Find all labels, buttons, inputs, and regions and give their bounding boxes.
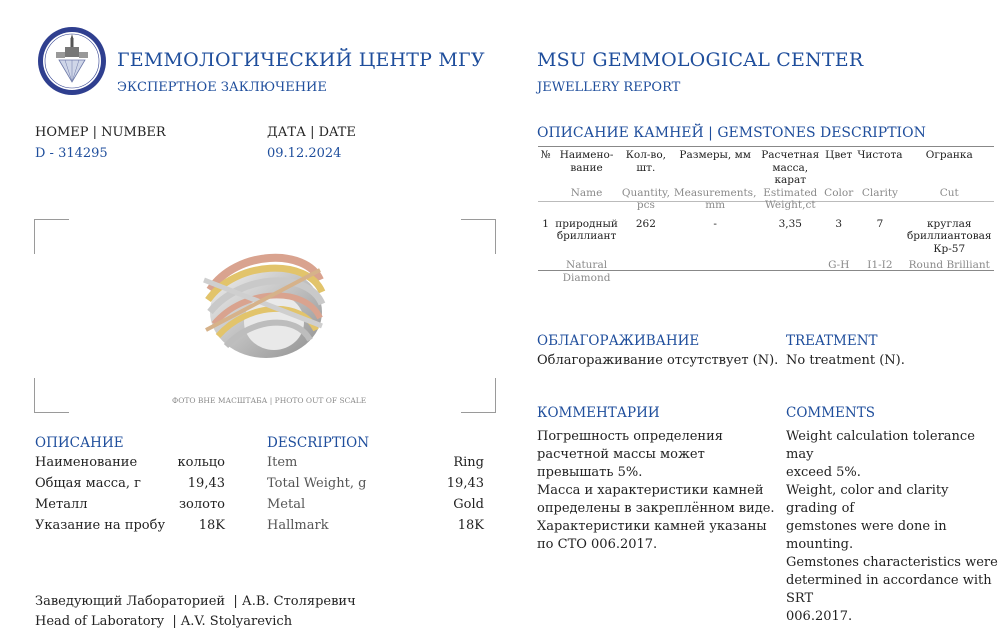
description-ru-heading: ОПИСАНИЕ <box>35 435 124 451</box>
date-value: 09.12.2024 <box>267 146 342 161</box>
table-row-en <box>538 259 994 284</box>
comment-line: determined in accordance with SRT <box>786 573 992 606</box>
col-header: Наимено-вание <box>559 149 614 174</box>
col-header-en: Measurements, mm <box>673 186 757 211</box>
description-en-heading: DESCRIPTION <box>267 435 370 451</box>
description-ru-list <box>35 455 225 539</box>
comment-line: Погрешность определения <box>537 429 723 444</box>
title-ru: ГЕММОЛОГИЧЕСКИЙ ЦЕНТР МГУ <box>117 49 485 71</box>
description-en-row <box>267 476 484 497</box>
frame-corner-bottom-left <box>34 378 69 413</box>
cell: - <box>713 217 717 230</box>
description-ru-row <box>35 476 225 497</box>
description-en-row <box>267 455 484 476</box>
description-ru-row <box>35 497 225 518</box>
description-en-list <box>267 455 484 539</box>
subtitle-en: JEWELLERY REPORT <box>537 80 681 95</box>
cell: 1 <box>542 217 549 230</box>
cell: 3,35 <box>778 217 802 230</box>
col-header: Размеры, мм <box>679 149 751 161</box>
col-header-en: Quantity, pcs <box>621 186 670 211</box>
row-value: Gold <box>453 497 484 512</box>
cell: природный бриллиант <box>555 217 618 242</box>
cell-en: Natural Diamond <box>562 259 611 284</box>
comments-en-heading: COMMENTS <box>786 405 875 421</box>
row-label: Указание на пробу <box>35 518 166 533</box>
row-value: 18K <box>457 518 484 533</box>
table-header-en <box>538 187 994 212</box>
description-en-row <box>267 518 484 539</box>
comment-line: Weight calculation tolerance may <box>786 429 975 462</box>
cell-en <box>672 259 759 284</box>
comment-line: Характеристики камней указаны <box>537 519 767 534</box>
row-value: 18K <box>198 518 225 533</box>
comment-line: Масса и характеристики камней <box>537 483 764 498</box>
row-value: 19,43 <box>187 476 225 491</box>
row-value: золото <box>178 497 225 512</box>
frame-corner-top-left <box>34 219 69 254</box>
comments-en-body <box>786 428 998 626</box>
row-value: кольцо <box>177 455 225 470</box>
table-row <box>538 218 994 256</box>
signature-en: Head of Laboratory | A.V. Stolyarevich <box>35 614 293 629</box>
col-header: Цвет <box>825 149 853 161</box>
comment-line: по СТО 006.2017. <box>537 537 658 552</box>
cell-en <box>620 259 672 284</box>
row-value: 19,43 <box>446 476 484 491</box>
gemstones-heading: ОПИСАНИЕ КАМНЕЙ | GEMSTONES DESCRIPTION <box>537 125 926 141</box>
comments-ru-body <box>537 428 777 554</box>
col-header: № <box>540 149 551 161</box>
col-header-en: Clarity <box>861 186 898 199</box>
photo-caption: ФОТО ВНЕ МАСШТАБА | PHOTO OUT OF SCALE <box>172 396 367 405</box>
col-header: Кол-во, шт. <box>625 149 666 174</box>
col-header: Огранка <box>925 149 973 161</box>
col-header: Расчетная масса, карат <box>761 149 820 186</box>
cell-en <box>758 259 822 284</box>
row-label: Hallmark <box>267 518 329 533</box>
comment-line: Gemstones characteristics were <box>786 555 998 570</box>
description-ru-row <box>35 518 225 539</box>
cell: 7 <box>876 217 884 230</box>
gemstones-table-wrap <box>538 149 994 284</box>
row-label: Металл <box>35 497 88 512</box>
col-header-en: Color <box>824 186 854 199</box>
row-label: Metal <box>267 497 306 512</box>
col-header-en: Name <box>570 186 603 199</box>
title-en: MSU GEMMOLOGICAL CENTER <box>537 49 864 71</box>
cell-en: Round Brilliant <box>908 259 990 271</box>
comment-line: 006.2017. <box>786 609 853 624</box>
description-ru-row <box>35 455 225 476</box>
number-value: D - 314295 <box>35 146 108 161</box>
comment-line: превышать 5%. <box>537 465 643 480</box>
col-header: Чистота <box>857 149 903 161</box>
treatment-en-text: No treatment (N). <box>786 353 905 368</box>
row-label: Item <box>267 455 298 470</box>
treatment-ru-text: Облагораживание отсутствует (N). <box>537 353 779 368</box>
col-header-en: Cut <box>939 186 959 199</box>
comment-line: Weight, color and clarity grading of <box>786 483 949 516</box>
col-header-en <box>538 187 553 212</box>
cell-en <box>538 259 553 284</box>
description-en-row <box>267 497 484 518</box>
row-label: Total Weight, g <box>267 476 367 491</box>
gemstones-table <box>538 149 994 284</box>
cell: 3 <box>835 217 843 230</box>
row-label: Наименование <box>35 455 138 470</box>
msu-gemmological-logo <box>37 26 107 96</box>
cell-en: G-H <box>828 259 850 271</box>
row-value: Ring <box>453 455 484 470</box>
comment-line: exceed 5%. <box>786 465 861 480</box>
row-label: Общая масса, г <box>35 476 141 491</box>
comment-line: определены в закреплённом виде. <box>537 501 775 516</box>
cell: 262 <box>635 217 656 230</box>
table-top-rule <box>538 146 994 147</box>
frame-corner-bottom-right <box>461 378 496 413</box>
table-header-ru <box>538 149 994 187</box>
comment-line: gemstones were done in mounting. <box>786 519 947 552</box>
date-label: ДАТА | DATE <box>267 125 356 140</box>
subtitle-ru: ЭКСПЕРТНОЕ ЗАКЛЮЧЕНИЕ <box>117 80 327 95</box>
frame-corner-top-right <box>461 219 496 254</box>
treatment-ru-heading: ОБЛАГОРАЖИВАНИЕ <box>537 333 700 349</box>
signature-ru: Заведующий Лабораторией | А.В. Столяревич <box>35 594 356 609</box>
comment-line: расчетной массы может <box>537 447 705 462</box>
cell-en: I1-I2 <box>867 259 893 271</box>
ring-photo <box>196 240 328 372</box>
comments-ru-heading: КОММЕНТАРИИ <box>537 405 660 421</box>
treatment-en-heading: TREATMENT <box>786 333 878 349</box>
cell: круглая бриллиантовая Кр-57 <box>906 217 992 255</box>
number-label: НОМЕР | NUMBER <box>35 125 166 140</box>
col-header-en: Estimated Weight,ct <box>763 186 818 211</box>
